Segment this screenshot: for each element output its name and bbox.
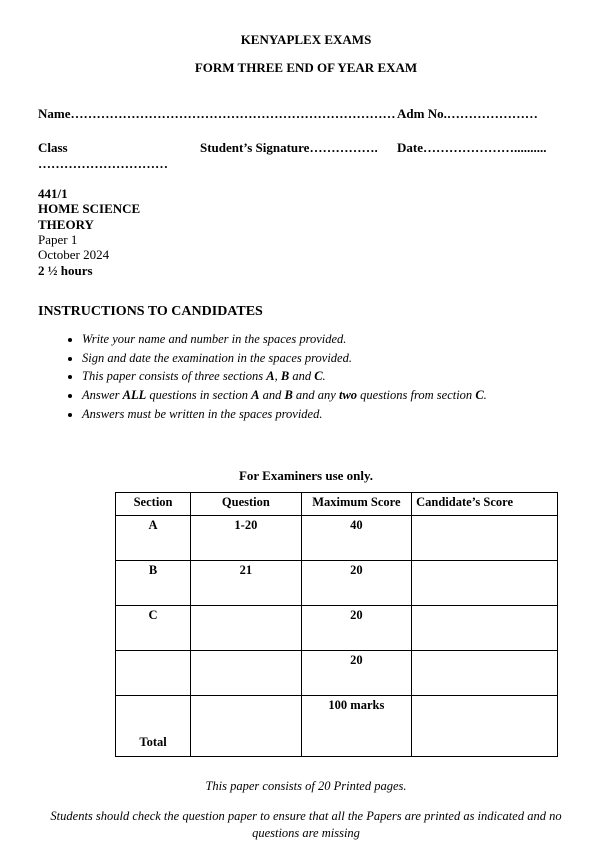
paper-number: Paper 1	[38, 231, 78, 247]
name-field: Name…………………………………………………………………	[38, 106, 396, 121]
paper-exam-date: October 2024	[38, 247, 110, 263]
name-adm-row	[38, 106, 574, 122]
section-cell: B	[116, 560, 191, 605]
instructions-heading: INSTRUCTIONS TO CANDIDATES	[38, 303, 263, 319]
instruction-item: • Write your name and number in the spaces provided.	[82, 330, 574, 349]
examiners-table	[115, 492, 558, 757]
section-cell: C	[116, 605, 191, 650]
class-signature-date-row	[38, 140, 574, 172]
candidate-score-cell	[412, 695, 558, 756]
table-row	[116, 605, 558, 650]
max-score-cell: 20	[301, 605, 412, 650]
check-note: Students should check the question paper to ensure that all the Papers are printed as indicated and no questions are missing	[50, 808, 562, 840]
candidate-score-cell	[412, 560, 558, 605]
instruction-item: • This paper consists of three sections A, B and C.	[82, 367, 574, 386]
question-cell	[191, 650, 302, 695]
instruction-item: • Answer ALL questions in section A and B and any two questions from section C.	[82, 386, 574, 405]
question-cell: 1-20	[191, 515, 302, 560]
max-score-cell: 100 marks	[301, 695, 412, 756]
date-field: Date…………………..........	[397, 140, 547, 155]
pages-note: This paper consists of 20 Printed pages.	[205, 778, 407, 793]
examiners-table-title: For Examiners use only.	[238, 467, 374, 483]
table-row-total	[116, 695, 558, 756]
section-cell: A	[116, 515, 191, 560]
table-row	[116, 650, 558, 695]
exam-title: FORM THREE END OF YEAR EXAM	[194, 60, 418, 75]
candidate-score-cell	[412, 605, 558, 650]
question-cell	[191, 695, 302, 756]
class-field: Class …………………………	[38, 140, 168, 171]
col-header-question: Question	[191, 492, 302, 515]
paper-subject: HOME SCIENCE	[38, 201, 141, 217]
candidate-score-cell	[412, 650, 558, 695]
instruction-item: • Sign and date the examination in the spaces provided.	[82, 349, 574, 368]
col-header-section: Section	[116, 492, 191, 515]
table-header-row	[116, 492, 558, 515]
table-row	[116, 515, 558, 560]
instruction-item: • Answers must be written in the spaces provided.	[82, 405, 574, 424]
table-row	[116, 560, 558, 605]
max-score-cell: 20	[301, 650, 412, 695]
paper-code: 441/1	[38, 186, 68, 201]
col-header-max-score: Maximum Score	[301, 492, 412, 515]
paper-duration: 2 ½ hours	[38, 262, 93, 278]
max-score-cell: 40	[301, 515, 412, 560]
adm-no-field: Adm No.…………………	[397, 106, 538, 121]
paper-type: THEORY	[38, 216, 94, 232]
exam-org-title: KENYAPLEX EXAMS	[240, 32, 372, 47]
question-cell: 21	[191, 560, 302, 605]
max-score-cell: 20	[301, 560, 412, 605]
section-cell	[116, 650, 191, 695]
total-label-cell: Total	[116, 695, 191, 756]
candidate-score-cell	[412, 515, 558, 560]
col-header-candidate-score: Candidate’s Score	[412, 492, 558, 515]
instructions-list	[38, 330, 574, 424]
signature-field: Student’s Signature…………….	[200, 140, 378, 155]
paper-info-block	[38, 186, 574, 278]
question-cell	[191, 605, 302, 650]
